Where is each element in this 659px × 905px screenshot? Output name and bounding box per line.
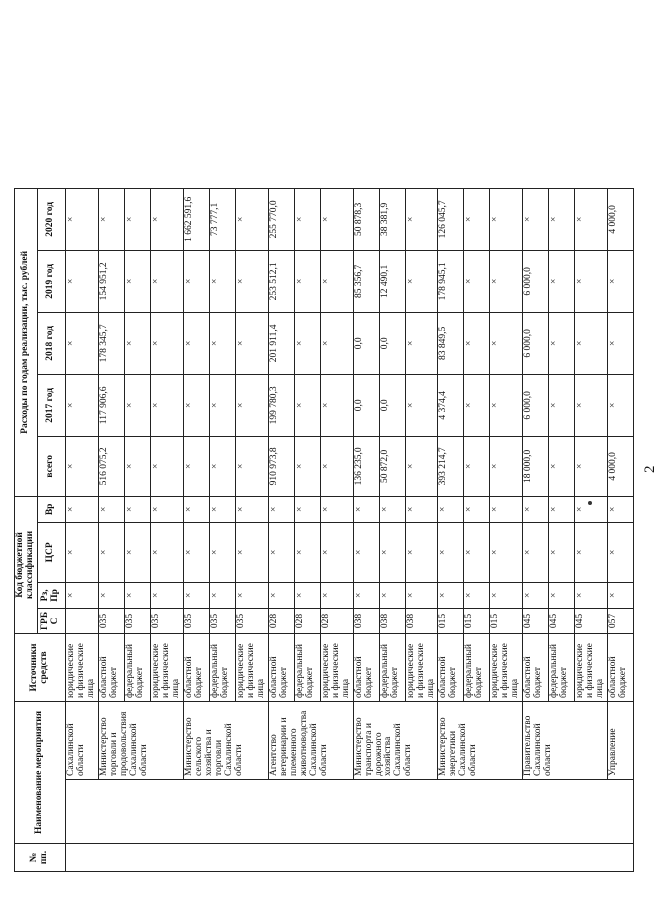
source-cell: областной бюджет — [98, 634, 124, 702]
y2019-cell: × — [183, 250, 209, 312]
csr-cell: × — [379, 522, 405, 582]
y2018-cell: × — [464, 312, 490, 374]
total-cell: × — [405, 436, 438, 496]
csr-cell: × — [294, 522, 320, 582]
source-cell: юридические и физические лица — [405, 634, 438, 702]
y2018-cell: × — [124, 312, 150, 374]
table-row — [268, 188, 294, 871]
y2017-cell: × — [464, 374, 490, 436]
csr-cell: × — [549, 522, 575, 582]
col-num-header: № пп. — [15, 844, 66, 872]
y2019-cell: × — [575, 250, 608, 312]
rzpr-cell: × — [379, 582, 405, 608]
y2019-cell: × — [65, 250, 98, 312]
table-row — [353, 188, 379, 871]
total-cell: 18 000,0 — [523, 436, 549, 496]
rzpr-cell: × — [294, 582, 320, 608]
rzpr-cell: × — [405, 582, 438, 608]
y2019-cell: × — [608, 250, 634, 312]
y2017-cell: × — [608, 374, 634, 436]
source-cell: юридические и физические лица — [235, 634, 268, 702]
rzpr-cell: × — [235, 582, 268, 608]
y2017-cell: × — [294, 374, 320, 436]
table-row — [65, 188, 98, 871]
col-rzpr-header: Рз, Пр — [37, 582, 65, 608]
csr-cell: × — [150, 522, 183, 582]
y2020-cell: × — [490, 188, 523, 250]
y2020-cell: 4 000,0 — [608, 188, 634, 250]
y2020-cell: × — [549, 188, 575, 250]
rzpr-cell: × — [438, 582, 464, 608]
y2019-cell: × — [294, 250, 320, 312]
rzpr-cell: × — [320, 582, 353, 608]
rzpr-cell: × — [150, 582, 183, 608]
table-row — [523, 188, 549, 871]
source-cell: областной бюджет — [608, 634, 634, 702]
y2019-cell: 178 945,1 — [438, 250, 464, 312]
total-cell: × — [150, 436, 183, 496]
y2018-cell: 83 849,5 — [438, 312, 464, 374]
budget-table — [14, 188, 634, 872]
source-cell: федеральный бюджет — [124, 634, 150, 702]
y2017-cell: × — [320, 374, 353, 436]
grbs-cell: 028 — [294, 608, 320, 633]
source-cell: юридические и физические лица — [575, 634, 608, 702]
vr-cell: × — [294, 496, 320, 522]
y2020-cell: 73 777,1 — [209, 188, 235, 250]
rzpr-cell: × — [183, 582, 209, 608]
y2019-cell: × — [235, 250, 268, 312]
csr-cell: × — [438, 522, 464, 582]
rzpr-cell: × — [209, 582, 235, 608]
grbs-cell: 035 — [235, 608, 268, 633]
y2019-cell: × — [464, 250, 490, 312]
csr-cell: × — [235, 522, 268, 582]
y2018-cell: × — [575, 312, 608, 374]
grbs-cell: 045 — [575, 608, 608, 633]
source-cell: юридические и физические лица — [320, 634, 353, 702]
vr-cell: × — [379, 496, 405, 522]
grbs-cell: 015 — [464, 608, 490, 633]
source-cell: областной бюджет — [523, 634, 549, 702]
y2017-cell: 199 780,3 — [268, 374, 294, 436]
y2020-cell: × — [464, 188, 490, 250]
y2017-cell: × — [183, 374, 209, 436]
csr-cell: × — [98, 522, 124, 582]
y2020-cell: 1 662 591,6 — [183, 188, 209, 250]
col-2020-header: 2020 год — [37, 188, 65, 250]
col-2017-header: 2017 год — [37, 374, 65, 436]
vr-cell: × — [98, 496, 124, 522]
csr-cell: × — [65, 522, 98, 582]
vr-cell: × — [209, 496, 235, 522]
total-cell: × — [294, 436, 320, 496]
org-cell: Министерство сельского хозяйства и торговли Сахалинской области — [183, 702, 268, 780]
total-cell: × — [209, 436, 235, 496]
rzpr-cell: × — [523, 582, 549, 608]
y2017-cell: × — [209, 374, 235, 436]
total-cell: × — [183, 436, 209, 496]
source-cell: юридические и физические лица — [65, 634, 98, 702]
col-expenses-header: Расходы по годам реализации, тыс. рублей — [15, 188, 38, 496]
y2017-cell: 117 906,6 — [98, 374, 124, 436]
vr-cell: × — [438, 496, 464, 522]
vr-cell: × — [353, 496, 379, 522]
total-cell: × — [124, 436, 150, 496]
csr-cell: × — [353, 522, 379, 582]
y2017-cell: 6 000,0 — [523, 374, 549, 436]
y2018-cell: 201 911,4 — [268, 312, 294, 374]
grbs-cell: 015 — [490, 608, 523, 633]
y2019-cell: × — [150, 250, 183, 312]
total-cell: × — [549, 436, 575, 496]
y2020-cell: × — [405, 188, 438, 250]
y2017-cell: × — [405, 374, 438, 436]
y2020-cell: × — [124, 188, 150, 250]
total-cell: 136 235,0 — [353, 436, 379, 496]
y2020-cell: 126 045,7 — [438, 188, 464, 250]
grbs-cell: 035 — [98, 608, 124, 633]
total-cell: × — [464, 436, 490, 496]
org-cell: Министерство торговли и продовольствия Сахалинской области — [98, 702, 183, 780]
vr-cell: × — [235, 496, 268, 522]
y2019-cell: × — [405, 250, 438, 312]
table-row — [98, 188, 124, 871]
total-cell: 393 214,7 — [438, 436, 464, 496]
y2020-cell: 38 381,9 — [379, 188, 405, 250]
vr-cell: × — [464, 496, 490, 522]
rzpr-cell: × — [353, 582, 379, 608]
grbs-cell: 035 — [183, 608, 209, 633]
y2019-cell: × — [490, 250, 523, 312]
rzpr-cell: × — [608, 582, 634, 608]
y2020-cell: × — [65, 188, 98, 250]
y2018-cell: × — [490, 312, 523, 374]
y2018-cell: × — [150, 312, 183, 374]
y2017-cell: 4 374,4 — [438, 374, 464, 436]
num-cell — [65, 844, 633, 872]
rzpr-cell: × — [268, 582, 294, 608]
grbs-cell: 028 — [320, 608, 353, 633]
y2020-cell: × — [575, 188, 608, 250]
y2017-cell: × — [65, 374, 98, 436]
y2018-cell: × — [183, 312, 209, 374]
rzpr-cell: × — [490, 582, 523, 608]
vr-cell: × — [183, 496, 209, 522]
total-cell: 516 075,2 — [98, 436, 124, 496]
rzpr-cell: × — [464, 582, 490, 608]
grbs-cell: 035 — [209, 608, 235, 633]
table-body — [65, 188, 633, 871]
grbs-cell: 045 — [523, 608, 549, 633]
y2018-cell: × — [320, 312, 353, 374]
y2018-cell: × — [209, 312, 235, 374]
org-cell: Агентство ветеринарии и племенного животноводства Сахалинской области — [268, 702, 353, 780]
vr-cell: × — [124, 496, 150, 522]
y2020-cell: 255 770,0 — [268, 188, 294, 250]
vr-cell: × — [575, 496, 608, 522]
source-cell: областной бюджет — [268, 634, 294, 702]
y2017-cell: × — [235, 374, 268, 436]
y2020-cell: × — [150, 188, 183, 250]
y2017-cell: 0,0 — [353, 374, 379, 436]
y2019-cell: 154 951,2 — [98, 250, 124, 312]
col-sources-header: Источники средств — [15, 634, 66, 702]
rzpr-cell: × — [575, 582, 608, 608]
csr-cell: × — [405, 522, 438, 582]
y2017-cell: × — [490, 374, 523, 436]
total-cell: 910 973,8 — [268, 436, 294, 496]
y2020-cell: × — [294, 188, 320, 250]
source-cell: федеральный бюджет — [294, 634, 320, 702]
source-cell: юридические и физические лица — [490, 634, 523, 702]
org-cell: Министерство энергетики Сахалинской области — [438, 702, 523, 780]
y2020-cell: × — [235, 188, 268, 250]
col-budget-code-header: Код бюджетной классификации — [15, 496, 38, 633]
rzpr-cell: × — [98, 582, 124, 608]
y2018-cell: × — [294, 312, 320, 374]
page-number: 2 — [642, 465, 658, 473]
col-total-header: всего — [37, 436, 65, 496]
vr-cell: × — [608, 496, 634, 522]
col-vr-header: Вр — [37, 496, 65, 522]
grbs-cell: 057 — [608, 608, 634, 633]
y2018-cell: × — [65, 312, 98, 374]
csr-cell: × — [124, 522, 150, 582]
y2017-cell: × — [150, 374, 183, 436]
source-cell: областной бюджет — [438, 634, 464, 702]
total-cell: 50 872,0 — [379, 436, 405, 496]
grbs-cell — [65, 608, 98, 633]
csr-cell: × — [490, 522, 523, 582]
y2020-cell: × — [523, 188, 549, 250]
grbs-cell: 015 — [438, 608, 464, 633]
y2019-cell: 12 490,1 — [379, 250, 405, 312]
y2019-cell: 85 356,7 — [353, 250, 379, 312]
vr-cell: × — [490, 496, 523, 522]
y2019-cell: × — [320, 250, 353, 312]
y2020-cell: 50 878,3 — [353, 188, 379, 250]
total-cell: 4 000,0 — [608, 436, 634, 496]
y2017-cell: × — [549, 374, 575, 436]
col-grbs-header: ГРБ С — [37, 608, 65, 633]
y2017-cell: × — [575, 374, 608, 436]
y2018-cell: × — [235, 312, 268, 374]
vr-cell: × — [320, 496, 353, 522]
source-cell: федеральный бюджет — [379, 634, 405, 702]
y2019-cell: × — [549, 250, 575, 312]
table-row — [608, 188, 634, 871]
csr-cell: × — [320, 522, 353, 582]
source-cell: областной бюджет — [183, 634, 209, 702]
org-cell: Министерство транспорта и дорожного хозяйства Сахалинской области — [353, 702, 438, 780]
name-cell — [65, 780, 633, 844]
total-cell: × — [575, 436, 608, 496]
vr-cell: × — [65, 496, 98, 522]
col-csr-header: ЦСР — [37, 522, 65, 582]
org-cell: Управление — [608, 702, 634, 780]
source-cell: федеральный бюджет — [464, 634, 490, 702]
y2018-cell: 0,0 — [353, 312, 379, 374]
csr-cell: × — [575, 522, 608, 582]
total-cell: × — [320, 436, 353, 496]
y2018-cell: 178 345,7 — [98, 312, 124, 374]
y2019-cell: 6 000,0 — [523, 250, 549, 312]
y2020-cell: × — [98, 188, 124, 250]
vr-cell: × — [405, 496, 438, 522]
org-cell: Сахалинской области — [65, 702, 98, 780]
table-row — [183, 188, 209, 871]
y2018-cell: 6 000,0 — [523, 312, 549, 374]
csr-cell: × — [464, 522, 490, 582]
y2017-cell: 0,0 — [379, 374, 405, 436]
rzpr-cell: × — [65, 582, 98, 608]
y2017-cell: × — [124, 374, 150, 436]
grbs-cell: 035 — [150, 608, 183, 633]
vr-cell: × — [150, 496, 183, 522]
y2019-cell: × — [209, 250, 235, 312]
rzpr-cell: × — [124, 582, 150, 608]
total-cell: × — [235, 436, 268, 496]
y2018-cell: × — [405, 312, 438, 374]
csr-cell: × — [608, 522, 634, 582]
csr-cell: × — [268, 522, 294, 582]
grbs-cell: 045 — [549, 608, 575, 633]
grbs-cell: 038 — [353, 608, 379, 633]
y2018-cell: × — [608, 312, 634, 374]
csr-cell: × — [183, 522, 209, 582]
total-cell: × — [65, 436, 98, 496]
y2020-cell: × — [320, 188, 353, 250]
vr-cell: × — [268, 496, 294, 522]
source-cell: юридические и физические лица — [150, 634, 183, 702]
vr-cell: × — [523, 496, 549, 522]
csr-cell: × — [523, 522, 549, 582]
csr-cell: × — [209, 522, 235, 582]
grbs-cell: 038 — [405, 608, 438, 633]
total-cell: × — [490, 436, 523, 496]
source-cell: областной бюджет — [353, 634, 379, 702]
rzpr-cell: × — [549, 582, 575, 608]
y2018-cell: 0,0 — [379, 312, 405, 374]
org-cell: Правительство Сахалинской области — [523, 702, 608, 780]
col-name-header: Наименование мероприятия — [15, 702, 66, 844]
grbs-cell: 038 — [379, 608, 405, 633]
grbs-cell: 028 — [268, 608, 294, 633]
y2018-cell: × — [549, 312, 575, 374]
source-cell: федеральный бюджет — [549, 634, 575, 702]
col-2018-header: 2018 год — [37, 312, 65, 374]
grbs-cell: 035 — [124, 608, 150, 633]
table-row — [438, 188, 464, 871]
col-2019-header: 2019 год — [37, 250, 65, 312]
vr-cell: × — [549, 496, 575, 522]
source-cell: федеральный бюджет — [209, 634, 235, 702]
y2019-cell: 253 512,1 — [268, 250, 294, 312]
y2019-cell: × — [124, 250, 150, 312]
